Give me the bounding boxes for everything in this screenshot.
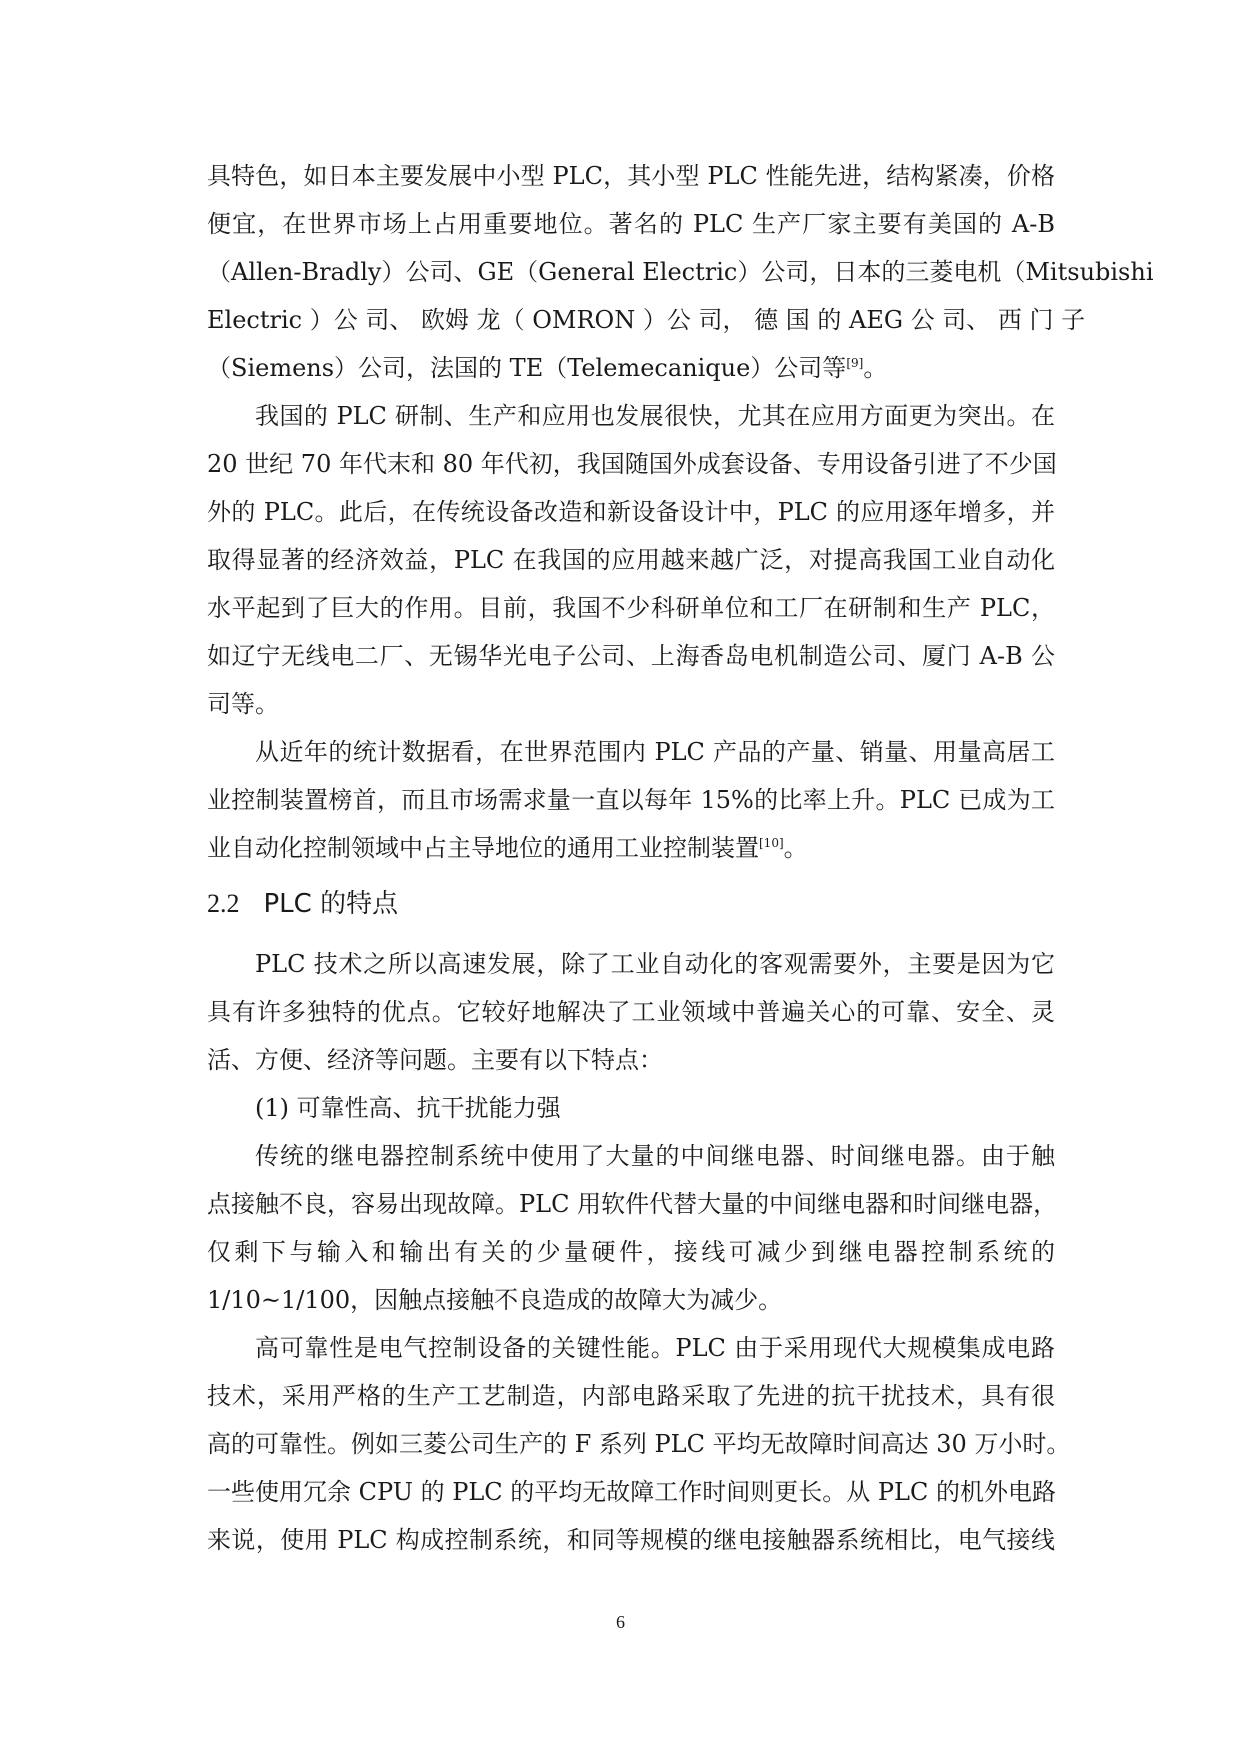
text-line: 高可靠性是电气控制设备的关键性能。PLC 由于采用现代大规模集成电路 (255, 1334, 1055, 1362)
text-line-end: 。 (863, 354, 888, 382)
paragraph-4 (207, 940, 1055, 1084)
paragraph-5 (207, 1132, 1058, 1324)
section-heading (207, 874, 1055, 934)
text-line (207, 824, 1055, 872)
text-line: 活、方便、经济等问题。主要有以下特点： (207, 1046, 663, 1074)
text-line: 传统的继电器控制系统中使用了大量的中间继电器、时间继电器。由于触 (255, 1142, 1055, 1170)
paragraph-1 (207, 152, 1154, 392)
text-line: （Allen-Bradly）公司、GE（General Electric）公司，日本的三菱电机（Mitsubishi (207, 258, 1154, 286)
text-line: 技术，采用严格的生产工艺制造，内部电路采取了先进的抗干扰技术，具有很 (207, 1382, 1055, 1410)
text-line: 业控制装置榜首，而且市场需求量一直以每年 15%的比率上升。PLC 已成为工 (207, 786, 1055, 814)
text-line: 具特色，如日本主要发展中小型 PLC，其小型 PLC 性能先进，结构紧凑，价格 (207, 162, 1055, 190)
paragraph-6 (207, 1324, 1071, 1564)
page-number: 6 (616, 1612, 625, 1632)
text-line: 20 世纪 70 年代末和 80 年代初，我国随国外成套设备、专用设备引进了不少国 (207, 450, 1057, 478)
section-number: 2.2 (207, 889, 240, 918)
paragraph-3 (207, 728, 1055, 872)
text-line: 如辽宁无线电二厂、无锡华光电子公司、上海香岛电机制造公司、厦门 A-B 公 (207, 642, 1055, 670)
text-line: 1/10~1/100，因触点接触不良造成的故障大为减少。 (207, 1286, 783, 1314)
text-line: 点接触不良，容易出现故障。PLC 用软件代替大量的中间继电器和时间继电器， (207, 1190, 1058, 1218)
text-line: 从近年的统计数据看，在世界范围内 PLC 产品的产量、销量、用量高居工 (255, 738, 1055, 766)
text-line: Electric ）公 司、 欧姆 龙（ OMRON ）公 司， 德 国 的 AEG 公 司、 西 门 子 (207, 306, 1086, 334)
text-line: 仅剩下与输入和输出有关的少量硬件，接线可减少到继电器控制系统的 (207, 1238, 1055, 1266)
list-item-heading: (1) 可靠性高、抗干扰能力强 (255, 1094, 561, 1122)
text-line: 外的 PLC。此后，在传统设备改造和新设备设计中，PLC 的应用逐年增多，并 (207, 498, 1055, 526)
text-line: 我国的 PLC 研制、生产和应用也发展很快，尤其在应用方面更为突出。在 (255, 402, 1055, 430)
text-line: 便宜，在世界市场上占用重要地位。著名的 PLC 生产厂家主要有美国的 A-B (207, 210, 1055, 238)
text-line: 来说，使用 PLC 构成控制系统，和同等规模的继电接触器系统相比，电气接线 (207, 1526, 1055, 1554)
citation: [10] (759, 836, 784, 850)
section-title: PLC 的特点 (263, 889, 399, 919)
text-line: 具有许多独特的优点。它较好地解决了工业领域中普遍关心的可靠、安全、灵 (207, 998, 1055, 1026)
text-line: PLC 技术之所以高速发展，除了工业自动化的客观需要外，主要是因为它 (255, 950, 1055, 978)
text-line-content: 业自动化控制领域中占主导地位的通用工业控制装置 (207, 834, 759, 862)
text-line: 水平起到了巨大的作用。目前，我国不少科研单位和工厂在研制和生产 PLC， (207, 594, 1055, 622)
text-line: 取得显著的经济效益，PLC 在我国的应用越来越广泛，对提高我国工业自动化 (207, 546, 1055, 574)
text-line (207, 344, 1055, 392)
citation: [9] (846, 356, 864, 370)
text-line: 一些使用冗余 CPU 的 PLC 的平均无故障工作时间则更长。从 PLC 的机外电路 (207, 1478, 1056, 1506)
text-line-content: （Siemens）公司，法国的 TE（Telemecanique）公司等 (207, 354, 847, 382)
text-line: 司等。 (207, 690, 279, 718)
paragraph-2 (207, 392, 1055, 728)
text-line: 高的可靠性。例如三菱公司生产的 F 系列 PLC 平均无故障时间高达 30 万小时。 (207, 1430, 1071, 1458)
document-body (207, 152, 1154, 1564)
text-line-end: 。 (783, 834, 808, 862)
